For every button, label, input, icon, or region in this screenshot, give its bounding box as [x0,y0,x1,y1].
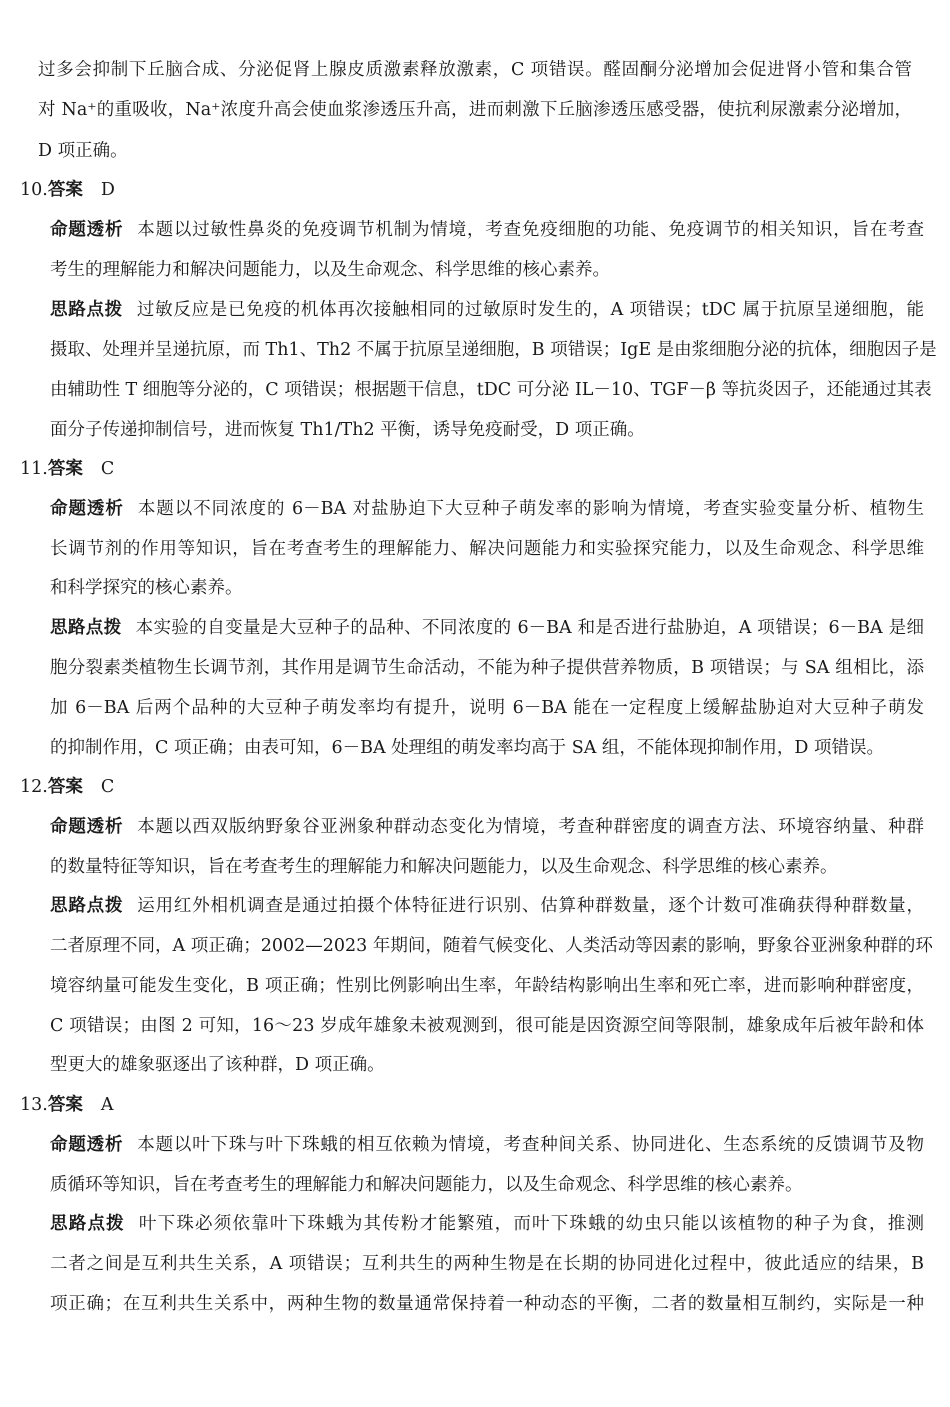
question-header [20,457,114,481]
analysis-label: 命题透析 [50,499,124,519]
hint-label: 思路点拨 [50,618,122,638]
hint-line: 的抑制作用，C 项正确；由表可知，6－BA 处理组的萌发率均高于 SA 组，不能体现抑制作用，D 项错误。 [50,738,884,758]
hint-label: 思路点拨 [50,300,123,320]
answer-label: 答案 [47,180,83,200]
analysis-label: 命题透析 [50,817,124,837]
answer-value: D [100,180,115,200]
hint-line: 胞分裂素类植物生长调节剂，其作用是调节生命活动，不能为种子提供营养物质，B 项错误；与 SA 组相比，添 [50,658,924,678]
question-number: 12. [20,777,48,797]
intro-line: 对 Na⁺的重吸收，Na⁺浓度升高会使血浆渗透压升高，进而刺激下丘脑渗透压感受器，使抗利尿激素分泌增加， [38,100,912,120]
analysis-line [50,218,924,242]
question-header [20,775,114,799]
analysis-label: 命题透析 [50,1135,124,1155]
answer-label: 答案 [47,459,83,479]
hint-text: 运用红外相机调查是通过拍摄个体特征进行识别、估算种群数量，逐个计数可准确获得种群数量， [137,896,925,916]
hint-line: 由辅助性 T 细胞等分泌的，C 项错误；根据题干信息，tDC 可分泌 IL－10、TGF－β 等抗炎因子，还能通过其表 [50,380,932,400]
analysis-line [50,815,924,839]
question-header [20,178,115,202]
hint-line: 二者之间是互利共生关系，A 项错误；互利共生的两种生物是在长期的协同进化过程中，彼此适应的结果，B [50,1254,924,1274]
answer-label: 答案 [47,1095,83,1115]
hint-line: 加 6－BA 后两个品种的大豆种子萌发率均有提升，说明 6－BA 能在一定程度上缓解盐胁迫对大豆种子萌发 [50,698,924,718]
question-number: 11. [20,459,48,479]
question-number: 10. [20,180,48,200]
analysis-line: 考生的理解能力和解决问题能力，以及生命观念、科学思维的核心素养。 [50,260,610,280]
hint-line: 境容纳量可能发生变化，B 项正确；性别比例影响出生率，年龄结构影响出生率和死亡率，进而影响种群密度， [50,976,924,996]
hint-line: 二者原理不同，A 项正确；2002—2023 年期间，随着气候变化、人类活动等因素的影响，野象谷亚洲象种群的环 [50,936,933,956]
analysis-line: 的数量特征等知识，旨在考查考生的理解能力和解决问题能力，以及生命观念、科学思维的核心素养。 [50,857,838,877]
analysis-text: 本题以不同浓度的 6－BA 对盐胁迫下大豆种子萌发率的影响为情境，考查实验变量分析、植物生 [137,499,924,519]
hint-line [50,1212,924,1236]
hint-line: 型更大的雄象驱逐出了该种群，D 项正确。 [50,1055,385,1075]
hint-line: 项正确；在互利共生关系中，两种生物的数量通常保持着一种动态的平衡，二者的数量相互制约，实际是一种 [50,1294,924,1314]
answer-value: C [100,459,115,479]
intro-line: D 项正确。 [38,141,128,161]
hint-text: 过敏反应是已免疫的机体再次接触相同的过敏原时发生的，A 项错误；tDC 属于抗原呈递细胞，能 [136,300,924,320]
hint-line [50,894,924,918]
answer-value: C [100,777,115,797]
hint-line: 摄取、处理并呈递抗原，而 Th1、Th2 不属于抗原呈递细胞，B 项错误；IgE 是由浆细胞分泌的抗体，细胞因子是 [50,340,937,360]
question-number: 13. [20,1095,48,1115]
analysis-line [50,1133,924,1157]
hint-line: 面分子传递抑制信号，进而恢复 Th1/Th2 平衡，诱导免疫耐受，D 项正确。 [50,420,645,440]
hint-text: 叶下珠必须依靠叶下珠蛾为其传粉才能繁殖，而叶下珠蛾的幼虫只能以该植物的种子为食，推测 [138,1214,924,1234]
hint-text: 本实验的自变量是大豆种子的品种、不同浓度的 6－BA 和是否进行盐胁迫，A 项错误；6－BA 是细 [135,618,924,638]
hint-line: C 项错误；由图 2 可知，16～23 岁成年雄象未被观测到，很可能是因资源空间等限制，雄象成年后被年龄和体 [50,1016,924,1036]
analysis-line: 长调节剂的作用等知识，旨在考查考生的理解能力、解决问题能力和实验探究能力，以及生命观念、科学思维 [50,539,924,559]
analysis-line: 质循环等知识，旨在考查考生的理解能力和解决问题能力，以及生命观念、科学思维的核心素养。 [50,1175,803,1195]
analysis-text: 本题以西双版纳野象谷亚洲象种群动态变化为情境，考查种群密度的调查方法、环境容纳量、种群 [137,817,925,837]
analysis-line [50,497,924,521]
hint-label: 思路点拨 [50,1214,125,1234]
hint-line [50,298,924,322]
question-header [20,1093,113,1117]
analysis-text: 本题以过敏性鼻炎的免疫调节机制为情境，考查免疫细胞的功能、免疫调节的相关知识，旨在考查 [137,220,925,240]
analysis-text: 本题以叶下珠与叶下珠蛾的相互依赖为情境，考查种间关系、协同进化、生态系统的反馈调节及物 [137,1135,925,1155]
hint-label: 思路点拨 [50,896,124,916]
analysis-line: 和科学探究的核心素养。 [50,578,243,598]
analysis-label: 命题透析 [50,220,124,240]
answer-label: 答案 [47,777,83,797]
answer-value: A [100,1095,114,1115]
intro-line: 过多会抑制下丘脑合成、分泌促肾上腺皮质激素释放激素，C 项错误。醛固酮分泌增加会促进肾小管和集合管 [38,60,912,80]
hint-line [50,616,924,640]
